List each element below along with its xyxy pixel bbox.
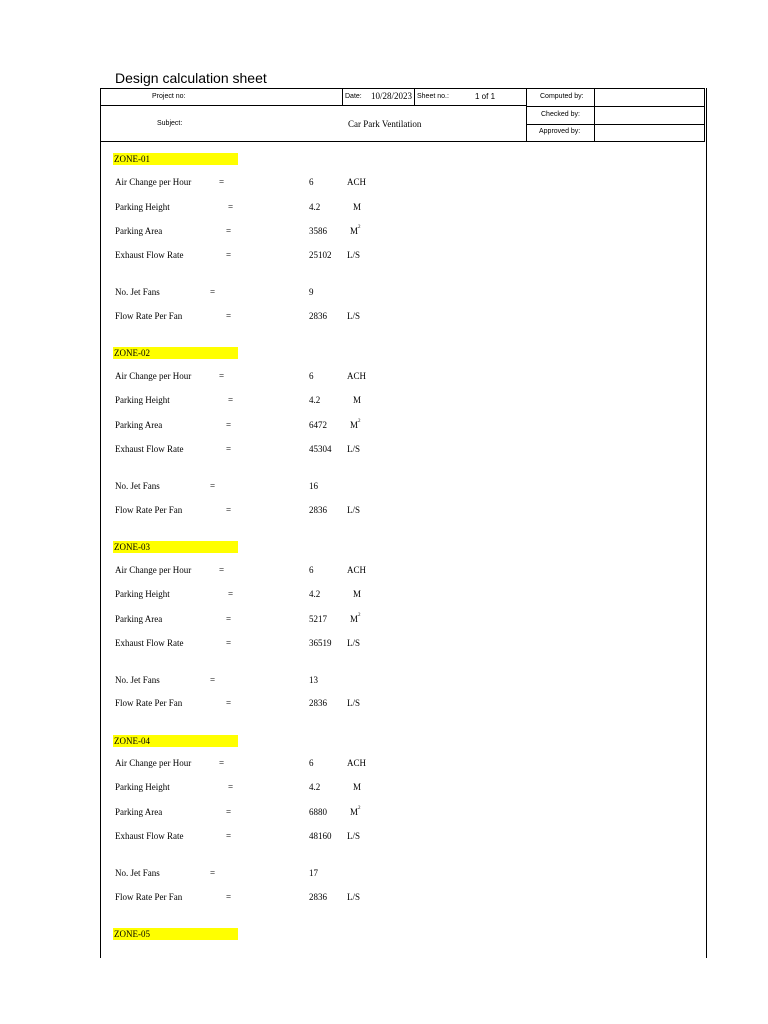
zone-label: ZONE-04 xyxy=(113,735,238,747)
date-label: Date: xyxy=(345,93,362,100)
zone-label: ZONE-02 xyxy=(113,347,238,359)
exhaust-flow-row: Exhaust Flow Rate = 48160 L/S xyxy=(115,831,361,841)
parking-area-row: Parking Area = 5217 $M^2$ xyxy=(115,613,361,624)
jet-fans-row: No. Jet Fans = 13 xyxy=(115,675,318,685)
sheet-no-value: 1 of 1 xyxy=(475,92,496,101)
parking-height-row: Parking Height = 4.2 M xyxy=(115,782,362,792)
parking-area-row: Parking Area = 6880 $M^2$ xyxy=(115,806,361,817)
air-change-row: Air Change per Hour = 6 ACH xyxy=(115,371,367,381)
exhaust-flow-row: Exhaust Flow Rate = 36519 L/S xyxy=(115,638,361,648)
air-change-row: Air Change per Hour = 6 ACH xyxy=(115,177,367,187)
header-divider xyxy=(526,106,705,107)
air-change-row: Air Change per Hour = 6 ACH xyxy=(115,565,367,575)
jet-fans-row: No. Jet Fans = 17 xyxy=(115,868,318,878)
header-divider xyxy=(100,105,526,106)
date-value: 10/28/2023 xyxy=(371,91,413,101)
parking-area-row: Parking Area = 3586 $M^2$ xyxy=(115,225,361,236)
jet-fans-row: No. Jet Fans = 9 xyxy=(115,287,314,297)
subject-label: Subject: xyxy=(157,120,183,127)
air-change-row: Air Change per Hour = 6 ACH xyxy=(115,758,367,768)
jet-fans-row: No. Jet Fans = 16 xyxy=(115,481,318,491)
header-divider xyxy=(526,88,527,142)
checked-by-label: Checked by: xyxy=(541,111,580,118)
exhaust-flow-row: Exhaust Flow Rate = 45304 L/S xyxy=(115,444,361,454)
sheet-no-label: Sheet no.: xyxy=(417,93,449,100)
flow-per-fan-row: Flow Rate Per Fan = 2836 L/S xyxy=(115,311,361,321)
header-divider xyxy=(414,88,415,106)
header-divider xyxy=(594,88,595,142)
flow-per-fan-row: Flow Rate Per Fan = 2836 L/S xyxy=(115,505,361,515)
sheet-frame xyxy=(100,88,707,958)
header-divider xyxy=(526,124,705,125)
flow-per-fan-row: Flow Rate Per Fan = 2836 L/S xyxy=(115,698,361,708)
header-divider xyxy=(342,88,343,106)
flow-per-fan-row: Flow Rate Per Fan = 2836 L/S xyxy=(115,892,361,902)
subject-value: Car Park Ventilation xyxy=(348,119,422,129)
zone-label: ZONE-01 xyxy=(113,153,238,165)
page-title: Design calculation sheet xyxy=(115,70,267,86)
parking-height-row: Parking Height = 4.2 M xyxy=(115,395,362,405)
zone-label: ZONE-05 xyxy=(113,928,238,940)
parking-area-row: Parking Area = 6472 $M^2$ xyxy=(115,419,361,430)
parking-height-row: Parking Height = 4.2 M xyxy=(115,589,362,599)
zone-label: ZONE-03 xyxy=(113,541,238,553)
exhaust-flow-row: Exhaust Flow Rate = 25102 L/S xyxy=(115,250,361,260)
computed-by-label: Computed by: xyxy=(540,93,584,100)
approved-by-label: Approved by: xyxy=(539,128,581,135)
project-no-label: Project no: xyxy=(152,93,186,100)
parking-height-row: Parking Height = 4.2 M xyxy=(115,202,362,212)
